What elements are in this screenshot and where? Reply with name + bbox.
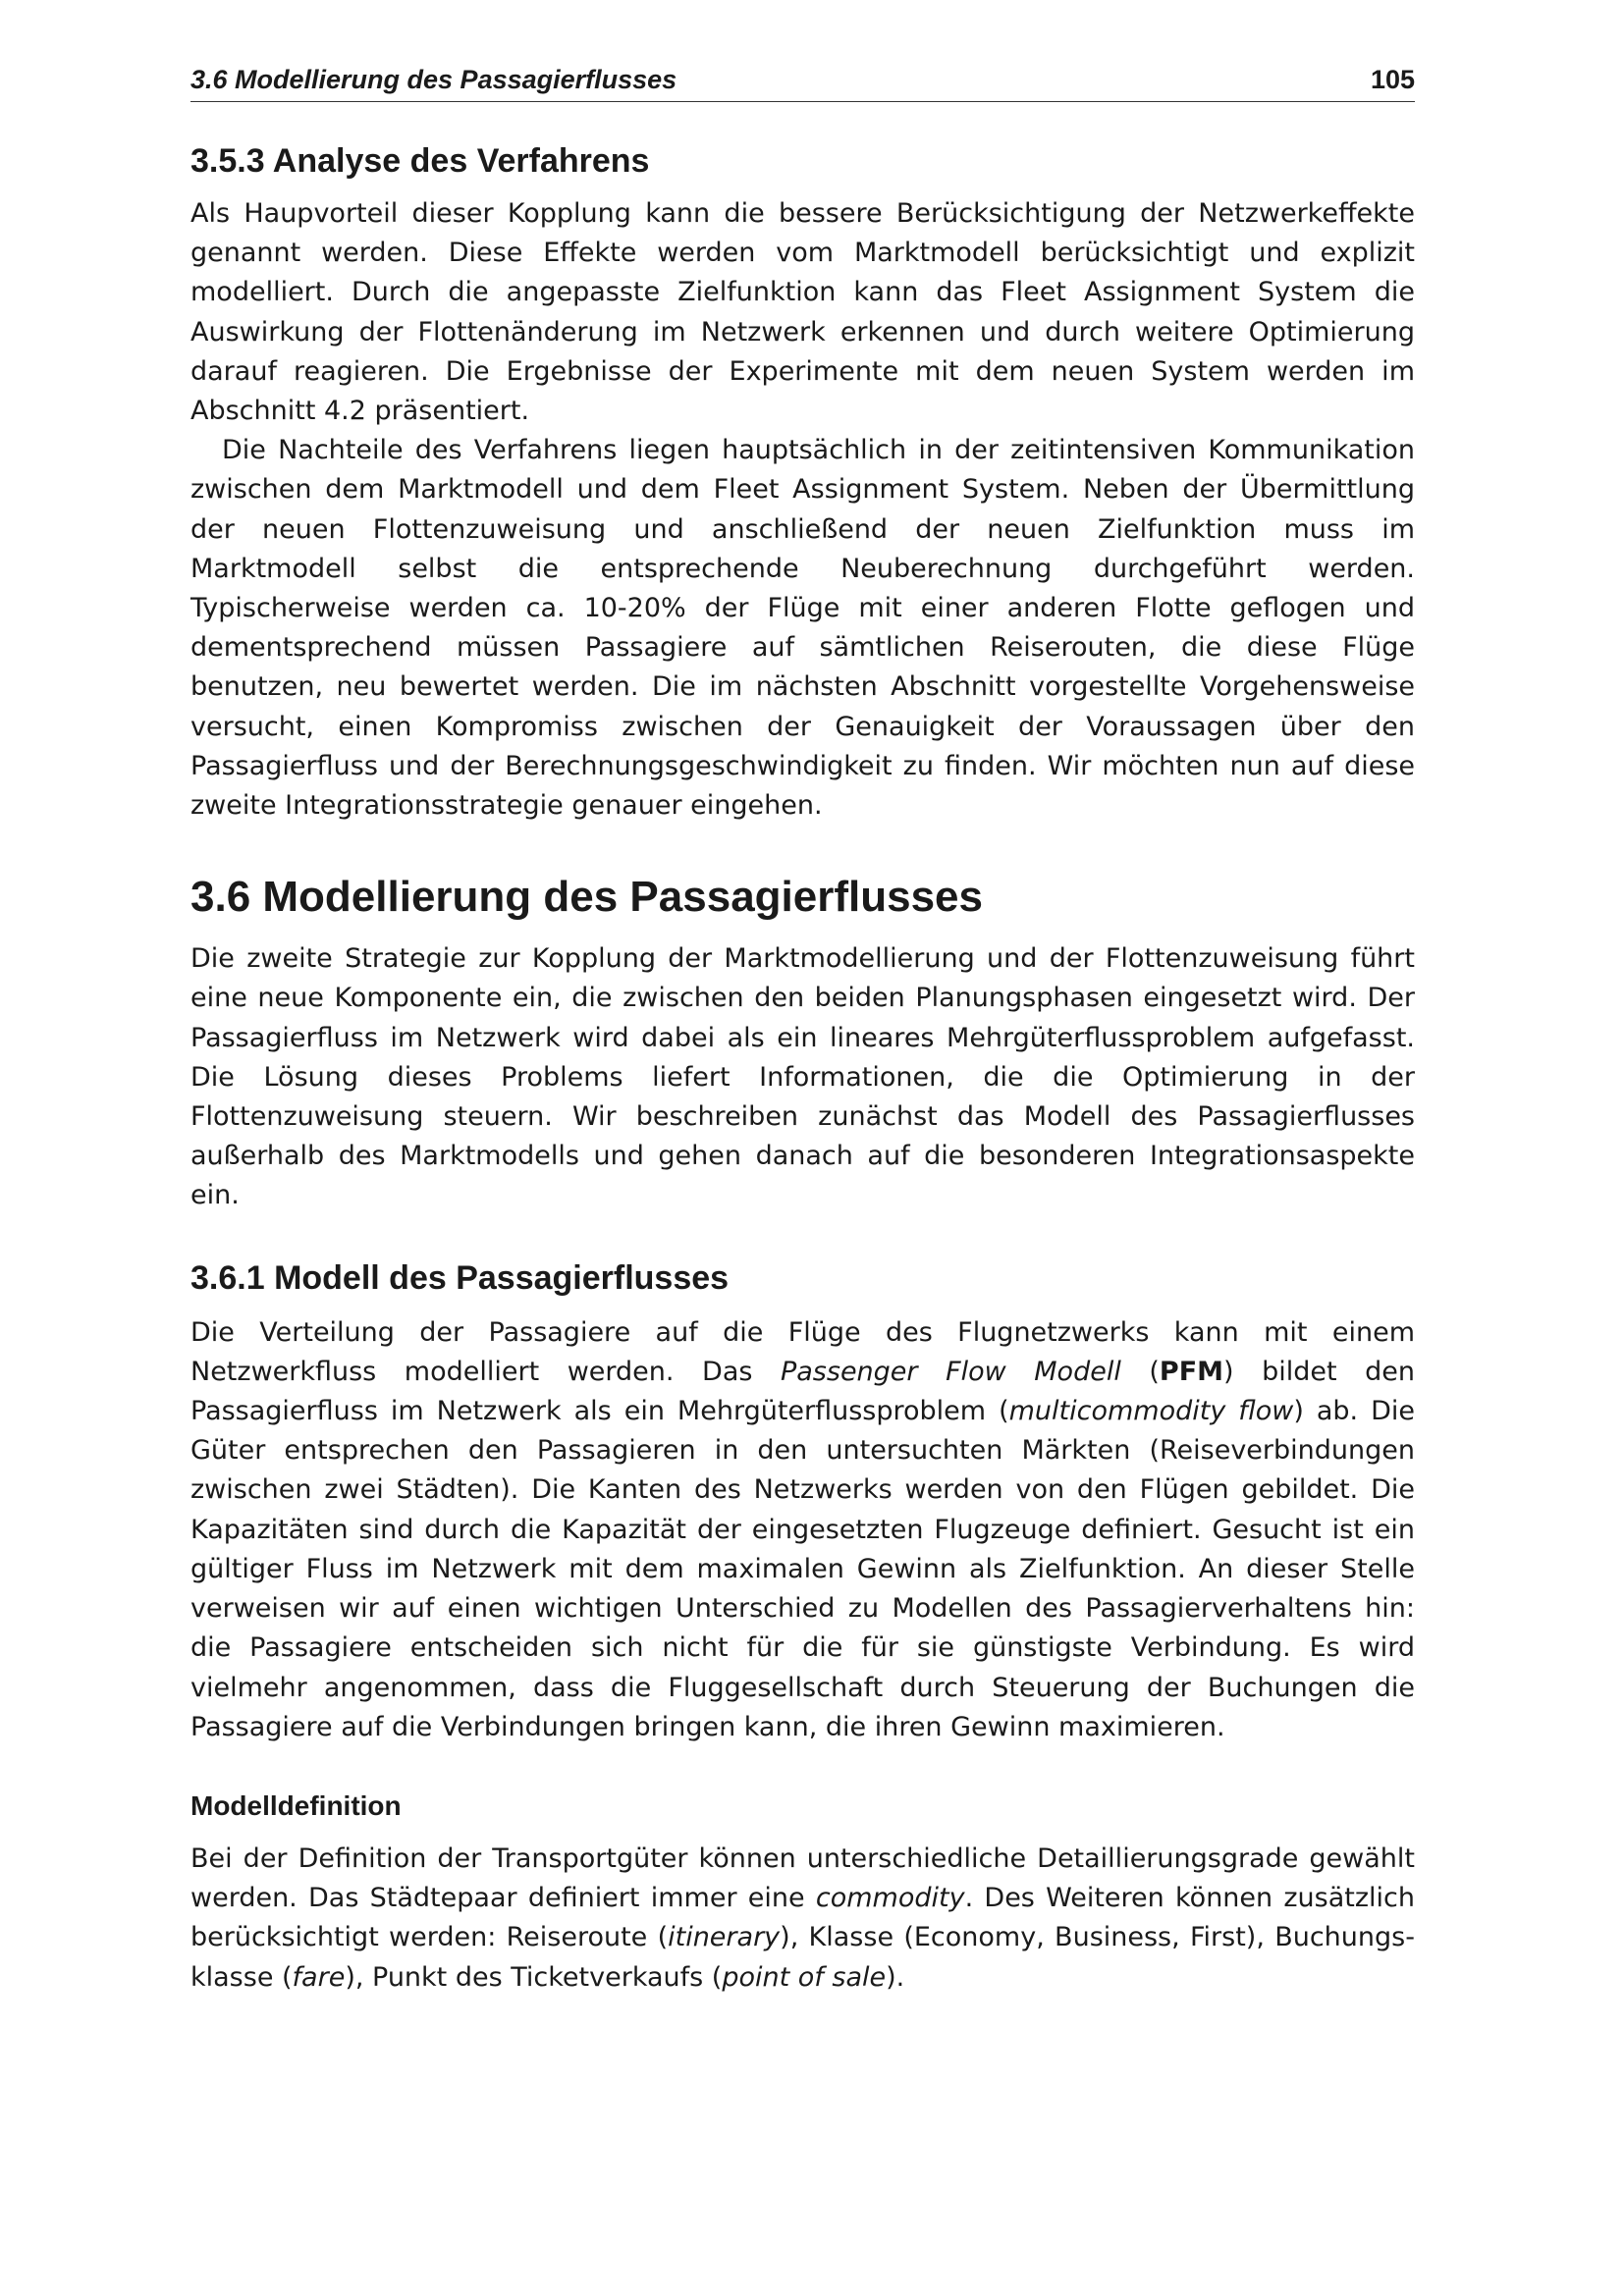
text-run: . Des Weiteren können zusätzlich berücksichtigt werden: Reiseroute ( [190,1883,1416,1953]
section-heading-3-5-3: 3.5.3 Analyse des Verfahrens [190,142,650,180]
emphasis-term: itinerary [668,1922,781,1953]
text-run: ) ab. Die Güter entsprechen den Passagieren in den untersuchten Märkten (Reiseverbindungen zwischen zwei Städten). Die Kanten des Netzwerks werden von den Flügen gebildet. Die Kapazitäten sind durch die Kapazität der eingesetzten Flugzeuge definiert. Gesucht ist ein gültiger Fluss im Netzwerk mit dem maximalen Gewinn als Zielfunktion. An dieser Stelle verweisen wir auf einen wichtigen Unterschied zu Modellen des Passagierverhaltens hin: die Passagiere entscheiden sich nicht für die für sie günstigste Verbindung. Es wird vielmehr angenommen, dass die Fluggesellschaft durch Steuerung der Buchungen die Passagiere auf die Verbindungen bringen kann, die ihren Gewinn maximieren. [190,1396,1415,1742]
text-run: ), Klasse (Economy, Business, First), Buchungsklasse ( [190,1922,1415,1993]
text-run: ) bildet den Passagierfluss im Netzwerk als ein Mehrgüterflussproblem ( [190,1356,1416,1427]
text-run: Die Verteilung der Passagiere auf die Flüge des Flugnetzwerks kann mit einem Netzwerkfluss modelliert werden. Das [190,1316,1415,1387]
section-heading-3-6-1: 3.6.1 Modell des Passagierflusses [190,1258,730,1297]
paragraph-second-strategy: Die zweite Strategie zur Kopplung der Marktmodellierung und der Flottenzuweisung führt eine neue Komponente ein, die zwischen den beiden Planungsphasen eingesetzt wird. Der Passagierfluss im Netzwerk wird dabei als ein lineares Mehrgüterflussproblem aufgefasst. Die Lösung dieses Problems liefert Informationen, die die Optimierung in der Flottenzuweisung steuern. Wir beschreiben zunächst das Modell des Passagierflusses außerhalb des Marktmodells und gehen danach auf die besonderen Integrationsaspekte ein. [190,943,1415,1211]
text-run: ). [886,1961,905,1993]
section-heading-3-6: 3.6 Modellierung des Passagierflusses [190,873,983,922]
text-run: ), Punkt des Ticketverkaufs ( [345,1961,723,1993]
subsection-heading-modelldefinition: Modelldefinition [190,1789,402,1821]
emphasis-term: commodity [815,1883,965,1914]
page [190,65,1415,1998]
text-run: ( [1120,1356,1160,1387]
paragraph-advantages: Als Haupvorteil dieser Kopplung kann die bessere Berücksichtigung der Netzwerkeffekte genannt werden. Diese Effekte werden vom Marktmodell berücksichtigt und explizit modelliert. Durch die angepasste Zielfunktion kann das Fleet Assignment System die Auswirkung der Flottenänderung im Netzwerk erkennen und durch weitere Optimierung darauf reagieren. Die Ergebnisse der Experimente mit dem neuen System werden im Abschnitt 4.2 präsentiert. [190,198,1415,427]
running-header [190,65,1415,102]
page-number: 105 [1370,65,1415,94]
paragraph-disadvantages: Die Nachteile des Verfahrens liegen hauptsächlich in der zeitintensiven Kommunikation zwischen dem Marktmodell und dem Fleet Assignment System. Neben der Übermittlung der neuen Flottenzuweisung und anschließend der neuen Zielfunktion muss im Marktmodell selbst die entsprechende Neuberechnung durchgeführt werden. Typischerweise werden ca. 10-20% der Flüge mit einer anderen Flotte geflogen und dementsprechend müssen Passagiere auf sämtlichen Reiserouten, die diese Flüge benutzen, neu bewertet werden. Die im nächsten Abschnitt vorgestellte Vorgehensweise versucht, einen Kompromiss zwischen der Genauigkeit der Voraussagen über den Passagierfluss und der Berechnungsgeschwindigkeit zu finden. Wir möchten nun auf diese zweite Integrationsstrategie genauer eingehen. [190,435,1415,822]
bold-acronym: PFM [1159,1356,1224,1387]
emphasis-term: multicommodity flow [1008,1396,1294,1427]
emphasis-term: Passenger Flow Modell [780,1356,1121,1387]
emphasis-term: point of sale [722,1961,887,1993]
paragraph-passenger-flow-model [190,1313,1415,1747]
text-run: Bei der Definition der Transportgüter können unterschiedliche Detaillierungsgrade gewählt werden. Das Städtepaar definiert immer eine [190,1842,1415,1914]
emphasis-term: fare [292,1961,346,1993]
running-header-title: 3.6 Modellierung des Passagierflusses [190,65,677,94]
paragraph-model-definition [190,1840,1415,1998]
